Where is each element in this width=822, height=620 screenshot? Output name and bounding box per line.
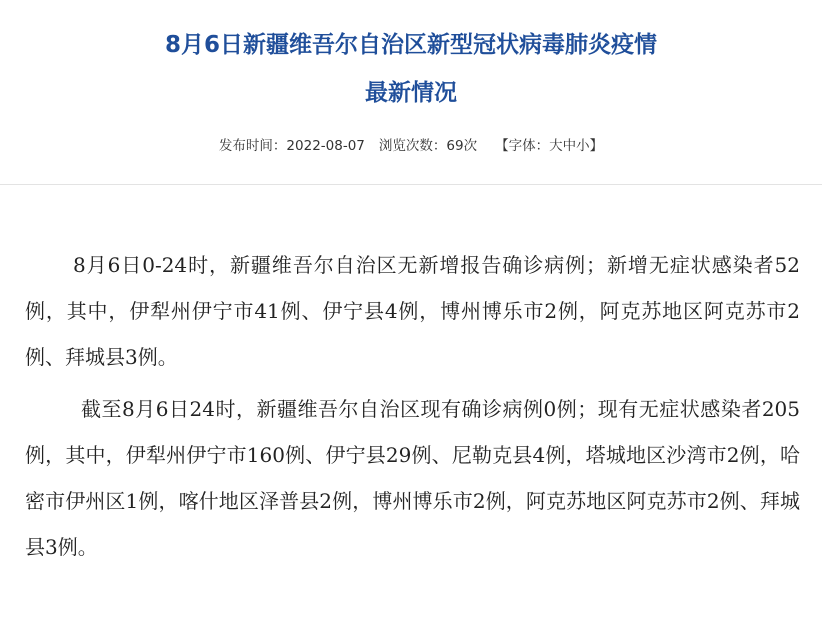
article-title-line2: 最新情况 [365,80,457,106]
publish-label: 发布时间： [218,138,287,154]
font-size-medium-button[interactable]: 中 [562,138,577,154]
font-size-open: 【字体： [495,138,550,154]
article-paragraph-2-container [25,386,800,570]
font-size-small-button[interactable]: 小 [576,138,590,154]
article-paragraph-1: 8月6日0-24时，新疆维吾尔自治区无新增报告确诊病例；新增无症状感染者52例，其中，伊犁州伊宁市41例、伊宁县4例，博州博乐市2例，阿克苏地区阿克苏市2例、拜城县3例。 [25,253,800,369]
article-paragraph-1-container [25,242,800,380]
header-divider [0,184,822,185]
font-size-large-button[interactable]: 大 [549,138,563,154]
views-label: 浏览次数： [378,138,447,154]
article-title-line1: 8月6日新疆维吾尔自治区新型冠状病毒肺炎疫情 [164,32,657,58]
article-paragraph-2: 截至8月6日24时，新疆维吾尔自治区现有确诊病例0例；现有无症状感染者205例，其中，伊犁州伊宁市160例、伊宁县29例、尼勒克县4例，塔城地区沙湾市2例，哈密市伊州区1例，喀什地区泽普县2例，博州博乐市2例，阿克苏地区阿克苏市2例、拜城县3例。 [25,397,800,559]
article-meta [0,136,822,156]
publish-date: 2022-08-07 [286,138,365,154]
views-count: 69次 [446,138,478,154]
font-size-close: 】 [589,138,604,154]
